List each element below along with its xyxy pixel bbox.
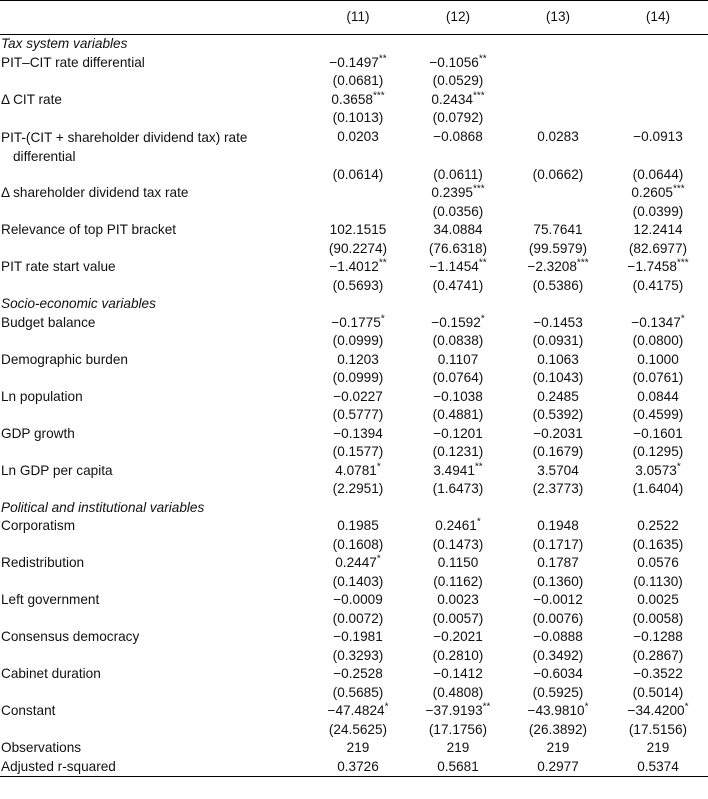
empty-label-cell bbox=[0, 721, 308, 740]
std-error-cell: (0.5014) bbox=[632, 684, 684, 700]
empty-label-cell bbox=[0, 647, 308, 666]
std-error-row bbox=[0, 406, 708, 425]
std-error-cell: (0.1577) bbox=[332, 444, 384, 459]
variable-label: Δ CIT rate bbox=[1, 91, 62, 107]
std-error-cell: (0.4175) bbox=[632, 277, 684, 293]
coefficient-cell bbox=[608, 54, 708, 73]
coefficient-cell: −43.9810* bbox=[527, 701, 589, 718]
std-error-cell: (99.5979) bbox=[528, 240, 588, 256]
std-error-row bbox=[0, 109, 708, 128]
coefficient-cell: 219 bbox=[646, 740, 670, 755]
std-error-cell: (0.3293) bbox=[332, 647, 384, 663]
coefficient-cell: −0.3522 bbox=[633, 666, 683, 681]
std-error-row bbox=[0, 684, 708, 703]
coefficient-cell: 0.3726 bbox=[308, 758, 408, 777]
std-error-cell: (0.5925) bbox=[532, 684, 584, 700]
std-error-cell: (82.6977) bbox=[628, 240, 688, 256]
std-error-row bbox=[0, 573, 708, 592]
std-error-cell: (0.0662) bbox=[532, 166, 584, 182]
std-error-cell: (0.0838) bbox=[432, 333, 484, 348]
coefficient-cell: 0.2434*** bbox=[431, 89, 485, 107]
coefficient-cell: 34.0884 bbox=[433, 222, 483, 237]
coefficient-cell: 4.0781* bbox=[335, 460, 381, 478]
coefficient-cell bbox=[308, 184, 408, 203]
coefficient-cell bbox=[508, 184, 608, 203]
coefficient-row bbox=[0, 314, 708, 333]
std-error-cell: (0.1608) bbox=[332, 536, 384, 552]
section-header: Political and institutional variables bbox=[1, 499, 205, 515]
coefficient-cell: 0.1150 bbox=[437, 555, 479, 570]
std-error-row bbox=[0, 203, 708, 222]
coefficient-cell: 0.2605*** bbox=[631, 183, 685, 200]
coefficient-cell: 3.4941** bbox=[433, 460, 483, 478]
std-error-cell: (2.2951) bbox=[332, 481, 384, 496]
std-error-cell bbox=[608, 72, 708, 91]
empty-label-cell bbox=[0, 277, 308, 296]
std-error-cell bbox=[508, 72, 608, 91]
std-error-cell: (0.0356) bbox=[432, 203, 484, 219]
column-header: (11) bbox=[308, 1, 408, 35]
variable-label bbox=[0, 128, 308, 166]
std-error-cell: (0.2867) bbox=[632, 647, 684, 663]
coefficient-cell: −0.0913 bbox=[633, 128, 683, 144]
coefficient-row bbox=[0, 91, 708, 110]
coefficient-row bbox=[0, 351, 708, 370]
std-error-cell: (0.5386) bbox=[532, 277, 584, 293]
column-header: (14) bbox=[608, 1, 708, 35]
std-error-cell: (0.3492) bbox=[532, 647, 584, 663]
coefficient-cell: 12.2414 bbox=[633, 222, 683, 237]
std-error-cell: (0.1473) bbox=[432, 536, 484, 552]
coefficient-cell: 0.2447* bbox=[335, 553, 381, 570]
empty-label-cell bbox=[0, 72, 308, 91]
std-error-cell: (0.0611) bbox=[433, 166, 483, 182]
coefficient-cell: −0.1056** bbox=[429, 52, 487, 70]
coefficient-cell: −1.7458*** bbox=[627, 257, 689, 274]
std-error-cell: (0.2810) bbox=[432, 647, 484, 663]
std-error-cell: (0.0999) bbox=[332, 370, 384, 385]
coefficient-row bbox=[0, 388, 708, 407]
section-header-row bbox=[0, 499, 708, 518]
coefficient-cell: 219 bbox=[446, 740, 470, 755]
coefficient-row bbox=[0, 258, 708, 277]
section-header-row bbox=[0, 295, 708, 314]
std-error-row bbox=[0, 443, 708, 462]
coefficient-row bbox=[0, 462, 708, 481]
variable-label: GDP growth bbox=[1, 425, 75, 441]
coefficient-cell: −0.2528 bbox=[333, 666, 383, 681]
std-error-row bbox=[0, 240, 708, 259]
variable-label: Ln GDP per capita bbox=[1, 462, 113, 478]
std-error-cell: (0.0792) bbox=[432, 110, 484, 125]
variable-label: Δ shareholder dividend tax rate bbox=[1, 185, 189, 200]
coefficient-cell: −0.0227 bbox=[333, 388, 383, 404]
variable-label-line1: PIT-(CIT + shareholder dividend tax) rate bbox=[1, 129, 248, 145]
empty-label-cell bbox=[0, 536, 308, 555]
std-error-row bbox=[0, 480, 708, 499]
std-error-cell: (0.0764) bbox=[432, 370, 484, 385]
coefficient-row bbox=[0, 517, 708, 536]
coefficient-cell: −1.4012** bbox=[329, 257, 387, 274]
coefficient-cell: −0.0868 bbox=[433, 128, 483, 144]
variable-label: Constant bbox=[1, 703, 56, 718]
std-error-cell: (76.6318) bbox=[428, 240, 488, 256]
coefficient-cell bbox=[508, 91, 608, 110]
std-error-cell: (0.1295) bbox=[632, 444, 684, 459]
column-header: (13) bbox=[508, 1, 608, 35]
coefficient-cell: 0.1063 bbox=[537, 351, 579, 367]
std-error-row bbox=[0, 647, 708, 666]
coefficient-cell: −0.6034 bbox=[533, 666, 583, 681]
std-error-row bbox=[0, 72, 708, 91]
coefficient-cell: −0.1394 bbox=[333, 425, 383, 441]
std-error-cell: (0.4881) bbox=[432, 407, 484, 422]
coefficient-cell: 0.1203 bbox=[337, 351, 379, 367]
variable-label: Relevance of top PIT bracket bbox=[1, 222, 177, 237]
std-error-cell: (24.5625) bbox=[328, 721, 388, 737]
std-error-cell: (0.0058) bbox=[632, 610, 684, 626]
empty-label-cell bbox=[0, 109, 308, 128]
coefficient-cell: −0.1288 bbox=[633, 629, 683, 644]
variable-label: Corporatism bbox=[1, 518, 76, 533]
std-error-cell: (0.1013) bbox=[332, 110, 384, 125]
std-error-cell: (90.2274) bbox=[328, 240, 388, 256]
std-error-cell: (0.0076) bbox=[532, 610, 584, 626]
coefficient-cell: 219 bbox=[346, 740, 370, 755]
std-error-cell: (0.0072) bbox=[332, 610, 384, 626]
variable-label: Redistribution bbox=[1, 555, 85, 570]
coefficient-cell: 0.0283 bbox=[537, 128, 579, 144]
table-body bbox=[0, 35, 708, 777]
std-error-cell: (0.0681) bbox=[332, 73, 384, 88]
std-error-cell: (0.5685) bbox=[332, 684, 384, 700]
coefficient-cell bbox=[608, 91, 708, 110]
std-error-cell: (0.0644) bbox=[632, 166, 684, 182]
coefficient-cell: −0.1412 bbox=[433, 666, 483, 681]
empty-label-cell bbox=[0, 480, 308, 499]
empty-label-cell bbox=[0, 443, 308, 462]
std-error-row bbox=[0, 332, 708, 351]
variable-label: PIT rate start value bbox=[1, 259, 116, 274]
column-header: (12) bbox=[408, 1, 508, 35]
coefficient-row bbox=[0, 425, 708, 444]
std-error-row bbox=[0, 536, 708, 555]
std-error-cell bbox=[608, 109, 708, 128]
coefficient-row bbox=[0, 591, 708, 610]
std-error-cell: (0.4599) bbox=[632, 407, 684, 422]
coefficient-cell: −0.0012 bbox=[533, 592, 583, 607]
std-error-cell: (0.0399) bbox=[632, 203, 684, 219]
std-error-cell: (0.0761) bbox=[632, 370, 684, 385]
coefficient-cell: −0.1038 bbox=[433, 388, 483, 404]
empty-label-cell bbox=[0, 406, 308, 425]
coefficient-cell: −0.1347* bbox=[631, 312, 685, 330]
std-error-row bbox=[0, 369, 708, 388]
std-error-row bbox=[0, 721, 708, 740]
coefficient-cell: 0.2522 bbox=[637, 518, 679, 533]
coefficient-cell: 0.1948 bbox=[537, 518, 579, 533]
std-error-cell: (0.1360) bbox=[532, 573, 584, 589]
coefficient-cell: 0.5374 bbox=[608, 758, 708, 777]
coefficient-row bbox=[0, 54, 708, 73]
header-row bbox=[0, 1, 708, 35]
variable-label: Ln population bbox=[1, 388, 83, 404]
empty-label-cell bbox=[0, 332, 308, 351]
section-header: Socio-economic variables bbox=[1, 296, 156, 311]
std-error-cell: (0.1231) bbox=[432, 444, 484, 459]
empty-label-cell bbox=[0, 369, 308, 388]
std-error-cell: (0.5392) bbox=[532, 407, 584, 422]
coefficient-cell: −0.1497** bbox=[329, 52, 387, 70]
std-error-cell: (0.0057) bbox=[432, 610, 484, 626]
std-error-cell: (0.4741) bbox=[432, 277, 484, 293]
std-error-cell: (0.5777) bbox=[332, 407, 384, 422]
coefficient-cell: −0.1453 bbox=[533, 314, 583, 330]
coefficient-cell: −47.4824* bbox=[327, 701, 389, 718]
std-error-cell: (0.1403) bbox=[332, 573, 384, 589]
std-error-cell: (0.1717) bbox=[532, 536, 584, 552]
std-error-cell: (1.6404) bbox=[632, 481, 684, 496]
variable-label: Consensus democracy bbox=[1, 629, 140, 644]
variable-label: Demographic burden bbox=[1, 351, 128, 367]
coefficient-cell: 0.0203 bbox=[337, 128, 379, 144]
std-error-cell: (0.0800) bbox=[632, 333, 684, 348]
coefficient-cell: −0.2021 bbox=[433, 629, 483, 644]
std-error-cell: (17.5156) bbox=[628, 721, 688, 737]
coefficient-cell: −0.1592* bbox=[431, 312, 485, 330]
coefficient-cell: −0.2031 bbox=[533, 425, 583, 441]
coefficient-cell: 0.1000 bbox=[637, 351, 679, 367]
coefficient-cell: −34.4200* bbox=[627, 701, 689, 718]
coefficient-cell: 0.2977 bbox=[508, 758, 608, 777]
coefficient-cell: 102.1515 bbox=[329, 222, 387, 237]
empty-label-cell bbox=[0, 610, 308, 629]
coefficient-row bbox=[0, 128, 708, 166]
variable-label: Budget balance bbox=[1, 314, 96, 330]
section-header: Tax system variables bbox=[1, 36, 128, 51]
coefficient-row bbox=[0, 702, 708, 721]
coefficient-cell: 0.2485 bbox=[537, 388, 579, 404]
header-label-cell bbox=[0, 1, 308, 35]
std-error-cell: (0.5693) bbox=[332, 277, 384, 293]
coefficient-cell: −0.1775* bbox=[331, 312, 385, 330]
coefficient-cell: −0.1201 bbox=[433, 425, 483, 441]
std-error-cell: (2.3773) bbox=[532, 481, 584, 496]
std-error-cell: (0.1130) bbox=[633, 573, 683, 589]
coefficient-cell: −37.9193** bbox=[425, 701, 491, 718]
coefficient-row bbox=[0, 758, 708, 777]
coefficient-cell: 0.0844 bbox=[637, 388, 679, 404]
std-error-cell: (0.0999) bbox=[332, 333, 384, 348]
std-error-cell: (0.1043) bbox=[532, 370, 584, 385]
coefficient-cell: 0.5681 bbox=[408, 758, 508, 777]
coefficient-row bbox=[0, 739, 708, 758]
coefficient-cell bbox=[508, 54, 608, 73]
coefficient-cell: 219 bbox=[546, 740, 570, 755]
coefficient-row bbox=[0, 628, 708, 647]
variable-label: PIT–CIT rate differential bbox=[1, 54, 145, 70]
coefficient-row bbox=[0, 184, 708, 203]
coefficient-cell: −0.0009 bbox=[333, 592, 383, 607]
variable-label: Adjusted r-squared bbox=[0, 758, 308, 777]
std-error-row bbox=[0, 166, 708, 185]
empty-label-cell bbox=[0, 573, 308, 592]
section-header-row bbox=[0, 35, 708, 54]
std-error-row bbox=[0, 277, 708, 296]
std-error-cell: (0.0614) bbox=[332, 166, 384, 182]
empty-label-cell bbox=[0, 166, 308, 185]
coefficient-cell: 0.2461* bbox=[435, 516, 481, 533]
coefficient-cell: 75.7641 bbox=[533, 222, 583, 237]
empty-label-cell bbox=[0, 203, 308, 222]
variable-label-line2: differential bbox=[13, 148, 76, 164]
std-error-cell: (17.1756) bbox=[428, 721, 488, 737]
coefficient-cell: −1.1454** bbox=[429, 257, 487, 274]
std-error-cell: (0.1679) bbox=[532, 444, 584, 459]
std-error-cell: (0.0529) bbox=[432, 73, 484, 88]
std-error-cell bbox=[308, 203, 408, 222]
table-header bbox=[0, 1, 708, 35]
coefficient-cell: 0.0025 bbox=[637, 592, 679, 607]
variable-label: Cabinet duration bbox=[1, 666, 101, 681]
coefficient-cell: 0.2395*** bbox=[431, 183, 485, 200]
std-error-cell: (0.0931) bbox=[532, 333, 584, 348]
std-error-row bbox=[0, 610, 708, 629]
coefficient-cell: 0.1107 bbox=[437, 351, 479, 367]
variable-label: Left government bbox=[1, 592, 100, 607]
variable-label: Observations bbox=[1, 740, 82, 755]
std-error-cell: (1.6473) bbox=[432, 481, 484, 496]
coefficient-cell: −2.3208*** bbox=[527, 257, 589, 274]
coefficient-cell: 3.5704 bbox=[537, 462, 579, 478]
std-error-cell bbox=[508, 203, 608, 222]
coefficient-cell: −0.1981 bbox=[333, 629, 383, 644]
coefficient-cell: 0.0023 bbox=[437, 592, 479, 607]
coefficient-cell: 0.0576 bbox=[637, 555, 679, 570]
coefficient-cell: 0.1787 bbox=[537, 555, 579, 570]
coefficient-cell: 0.1985 bbox=[337, 518, 379, 533]
coefficient-row bbox=[0, 221, 708, 240]
coefficient-cell: −0.1601 bbox=[633, 425, 683, 441]
coefficient-cell: 3.0573* bbox=[635, 460, 681, 478]
coefficient-cell: −0.0888 bbox=[533, 629, 583, 644]
std-error-cell bbox=[508, 109, 608, 128]
std-error-cell: (26.3892) bbox=[528, 721, 588, 737]
std-error-cell: (0.1162) bbox=[433, 573, 483, 589]
coefficient-row bbox=[0, 665, 708, 684]
empty-label-cell bbox=[0, 684, 308, 703]
std-error-cell: (0.1635) bbox=[632, 536, 684, 552]
empty-label-cell bbox=[0, 240, 308, 259]
std-error-cell: (0.4808) bbox=[432, 684, 484, 700]
coefficient-row bbox=[0, 554, 708, 573]
coefficient-cell: 0.3658*** bbox=[331, 89, 385, 107]
